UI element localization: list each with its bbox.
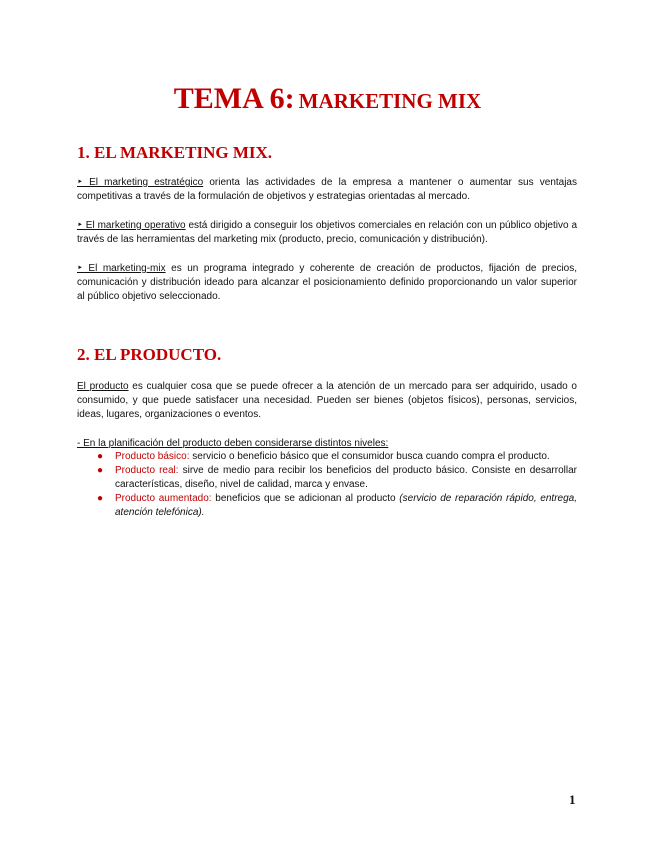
paragraph-marketing-estrategico: [77, 176, 577, 204]
level-label: Producto básico:: [115, 451, 190, 462]
term-marketing-operativo: ‣ El marketing operativo: [77, 220, 186, 231]
level-text-italic: (servicio de reparación rápido, entrega, atención telefónica).: [115, 493, 577, 518]
paragraph-text: orienta las actividades de la empresa a mantener o aumentar sus ventajas competitivas a través de la formulación de objetivos y estrategias orientadas al mercado.: [77, 177, 577, 202]
levels-intro-text: - En la planificación del producto deben considerarse distintos niveles:: [77, 438, 389, 449]
level-text: beneficios que se adicionan al producto: [211, 493, 400, 504]
product-levels-list: [77, 450, 577, 520]
levels-intro: [77, 437, 577, 451]
bullet-icon: ●: [97, 451, 104, 462]
title-main: TEMA 6:: [173, 82, 295, 115]
term-marketing-mix: ‣ El marketing-mix: [77, 263, 166, 274]
section-2-heading: 2. EL PRODUCTO.: [77, 345, 222, 364]
paragraph-marketing-operativo: [77, 219, 577, 247]
term-producto: El producto: [77, 381, 129, 392]
list-item: [77, 492, 577, 520]
paragraph-text: es un programa integrado y coherente de creación de productos, fijación de precios, comunicación y distribución ideado para alcanzar el posicionamiento definido proporcionando un valor superior al público objetivo seleccionado.: [77, 263, 578, 302]
section-1-heading: 1. EL MARKETING MIX.: [77, 143, 273, 162]
list-item: [77, 450, 577, 464]
level-text: servicio o beneficio básico que el consumidor busca cuando compra el producto.: [189, 451, 550, 462]
paragraph-marketing-mix: [77, 262, 577, 304]
level-text: sirve de medio para recibir los beneficios del producto básico. Consiste en desarrollar características, diseño, nivel de calidad, marca y envase.: [115, 465, 577, 490]
title-sub: MARKETING MIX: [298, 89, 482, 113]
document-title: [0, 82, 655, 116]
bullet-icon: ●: [97, 465, 104, 476]
term-marketing-estrategico: ‣ El marketing estratégico: [77, 177, 204, 188]
page-number: 1: [569, 792, 576, 807]
bullet-icon: ●: [97, 493, 104, 504]
list-item: [77, 464, 577, 492]
level-label: Producto aumentado:: [115, 493, 212, 504]
level-label: Producto real:: [115, 465, 179, 476]
paragraph-text: es cualquier cosa que se puede ofrecer a la atención de un mercado para ser adquirido, usado o consumido, y que puede satisfacer una necesidad. Pueden ser bienes (objetos físicos), personas, servicios, ideas, lugares, organizaciones o eventos.: [77, 381, 577, 420]
paragraph-text: está dirigido a conseguir los objetivos comerciales en relación con un público objetivo a través de las herramientas del marketing mix (producto, precio, comunicación y distribución).: [77, 220, 578, 245]
paragraph-producto: [77, 380, 577, 422]
